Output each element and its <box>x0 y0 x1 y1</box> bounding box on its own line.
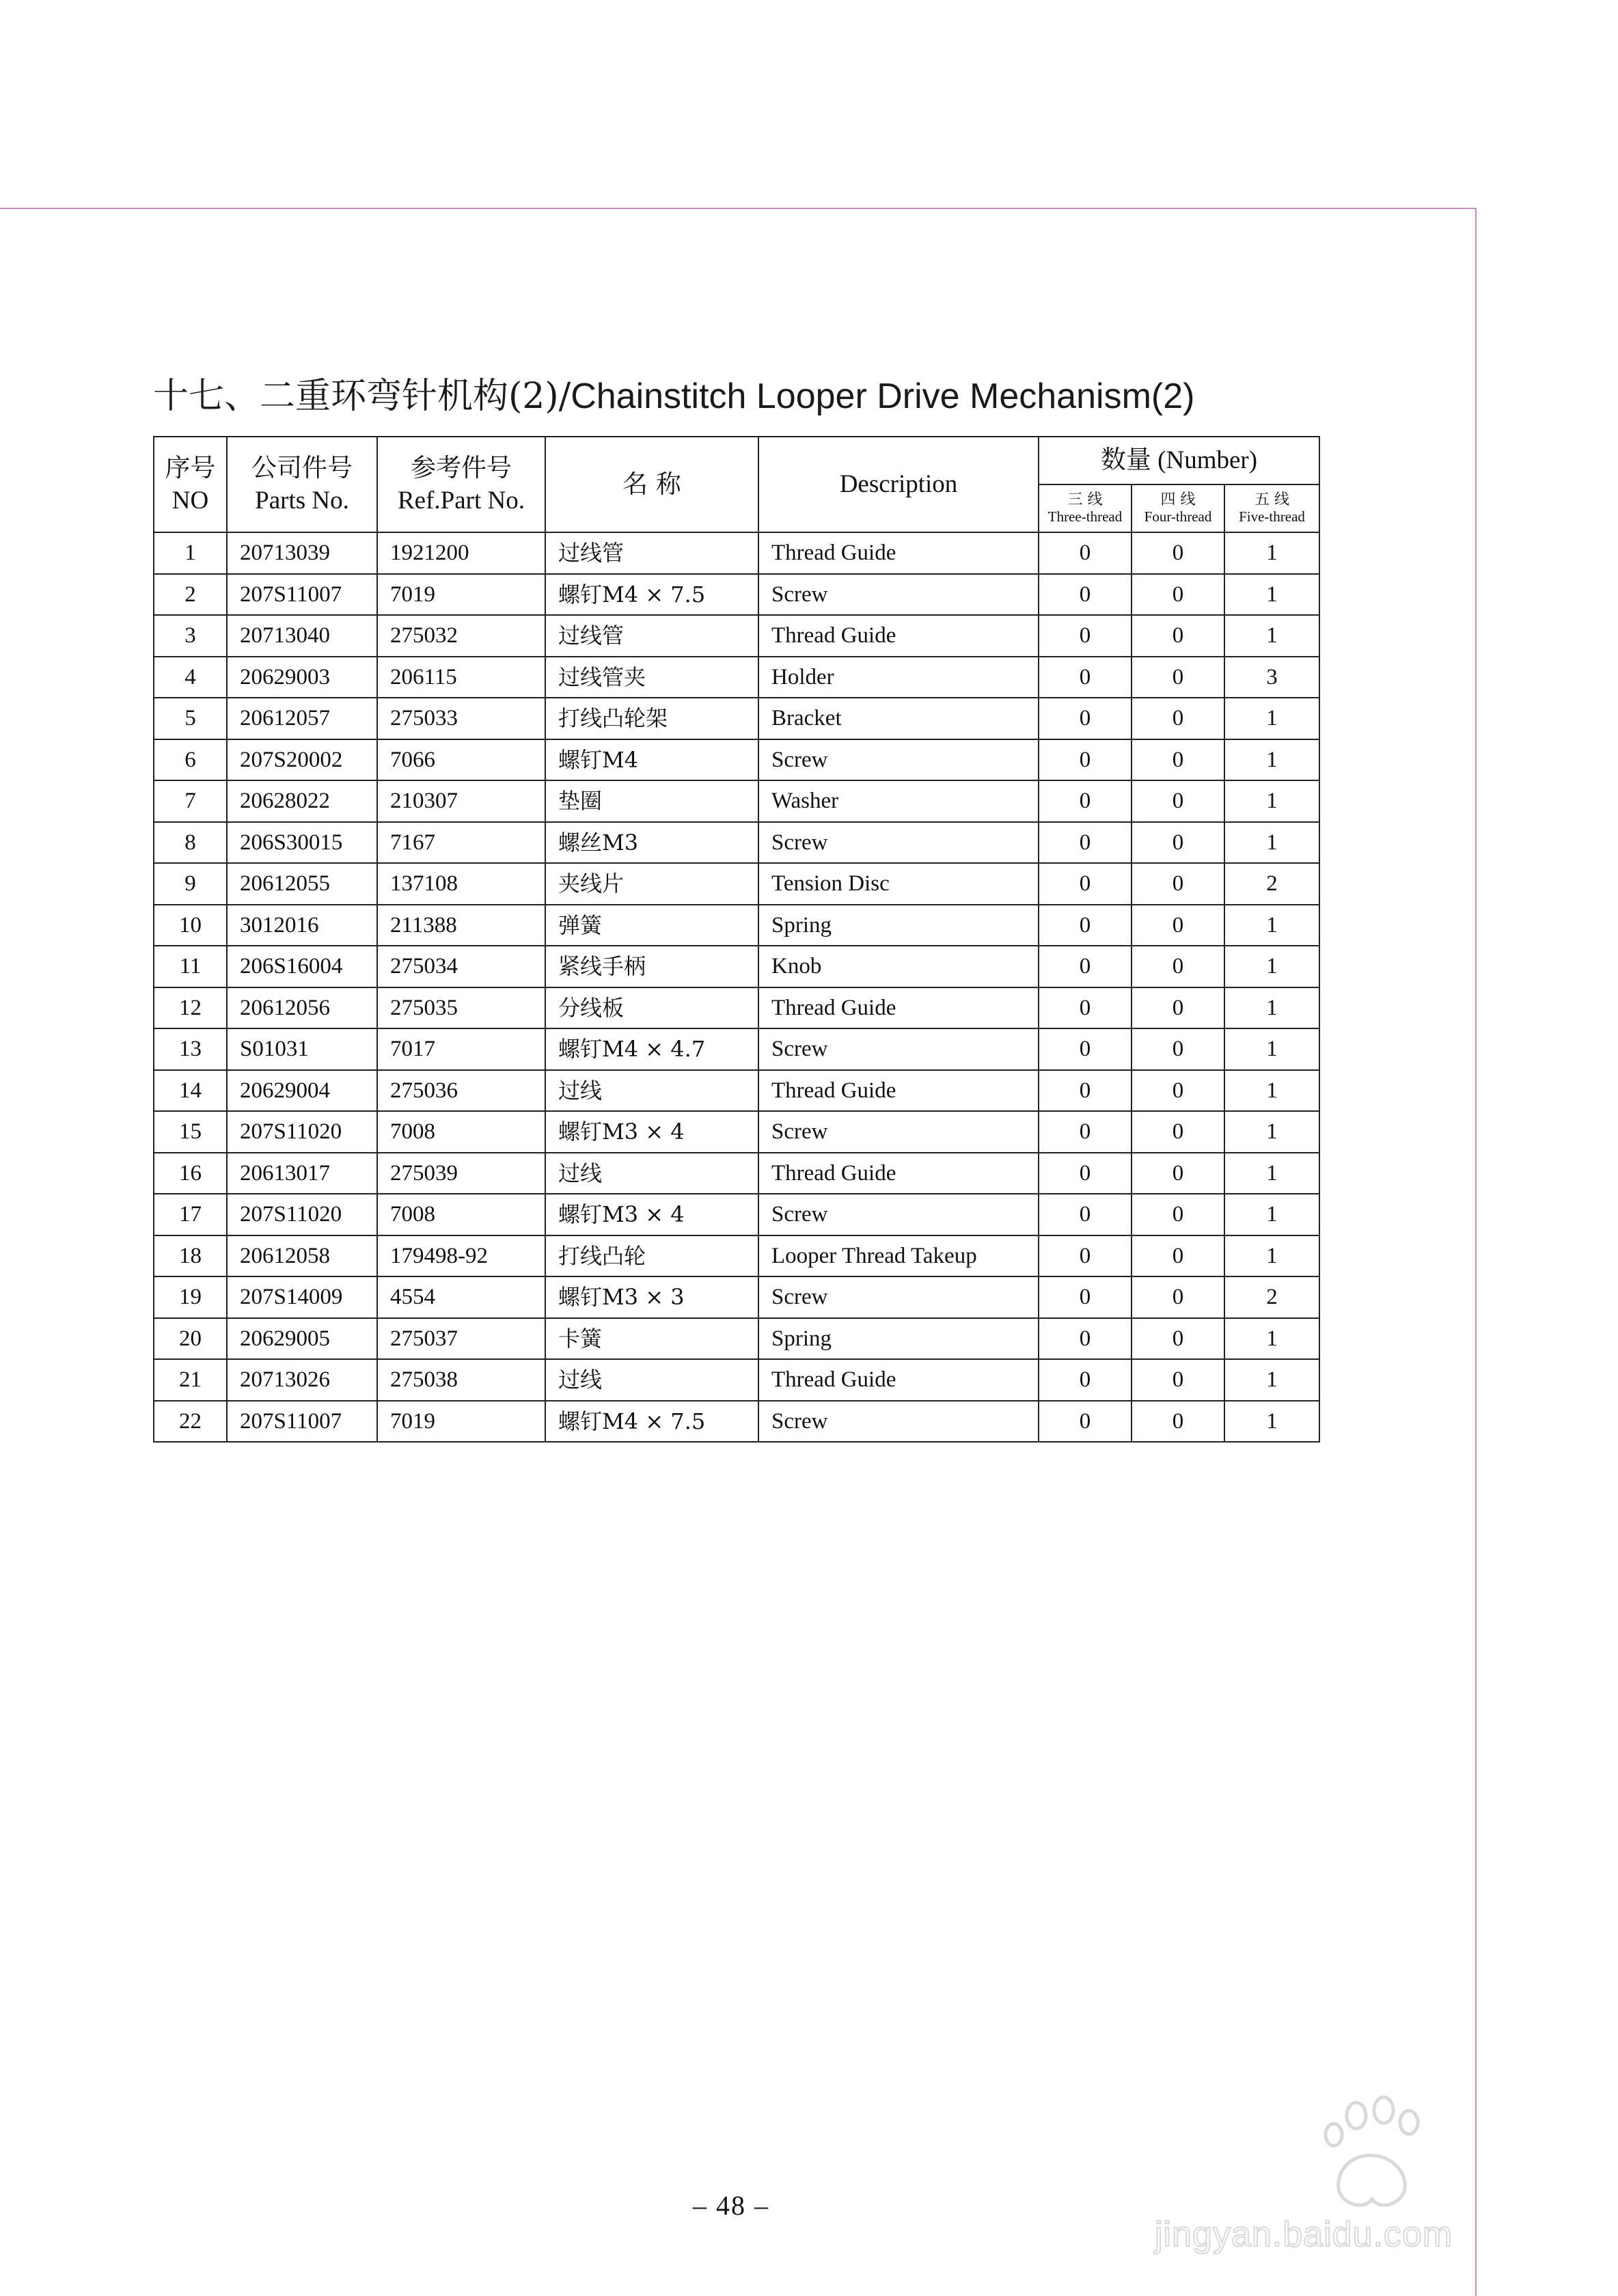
cell-no: 17 <box>154 1194 227 1235</box>
cell-ref-part-no: 7008 <box>377 1111 545 1153</box>
cell-five-thread: 1 <box>1224 780 1319 822</box>
cell-four-thread: 0 <box>1132 1401 1224 1443</box>
cell-no: 16 <box>154 1153 227 1194</box>
cell-four-thread: 0 <box>1132 987 1224 1029</box>
page-number: – 48 – <box>693 2190 769 2221</box>
table-row <box>154 1318 1319 1360</box>
cell-parts-no: 20629005 <box>227 1318 377 1360</box>
cell-name: 垫圈 <box>545 780 758 822</box>
cell-name: 螺钉M3 × 3 <box>545 1276 758 1318</box>
table-row <box>154 615 1319 657</box>
cell-three-thread: 0 <box>1039 1070 1132 1112</box>
cell-four-thread: 0 <box>1132 1194 1224 1235</box>
watermark-url: jingyan.baidu.com <box>1155 2215 1453 2254</box>
parts-table <box>153 436 1320 1443</box>
cell-ref-part-no: 275039 <box>377 1153 545 1194</box>
cell-four-thread: 0 <box>1132 657 1224 698</box>
cell-five-thread: 3 <box>1224 657 1319 698</box>
cell-three-thread: 0 <box>1039 822 1132 864</box>
cell-parts-no: 20713039 <box>227 532 377 574</box>
cell-no: 6 <box>154 739 227 781</box>
cell-description: Screw <box>758 1028 1039 1070</box>
cell-name: 螺钉M4 × 7.5 <box>545 574 758 616</box>
cell-no: 19 <box>154 1276 227 1318</box>
cell-five-thread: 1 <box>1224 532 1319 574</box>
cell-description: Thread Guide <box>758 532 1039 574</box>
cell-name: 打线凸轮 <box>545 1235 758 1277</box>
cell-ref-part-no: 137108 <box>377 863 545 905</box>
cell-ref-part-no: 275032 <box>377 615 545 657</box>
page-frame-right-line <box>1475 208 1477 2296</box>
table-row <box>154 574 1319 616</box>
cell-five-thread: 1 <box>1224 1111 1319 1153</box>
cell-name: 螺钉M4 × 4.7 <box>545 1028 758 1070</box>
header-three-cn: 三 线 <box>1067 491 1103 508</box>
cell-name: 螺钉M3 × 4 <box>545 1111 758 1153</box>
cell-four-thread: 0 <box>1132 905 1224 946</box>
header-five-en: Five-thread <box>1239 508 1305 525</box>
cell-name: 分线板 <box>545 987 758 1029</box>
cell-parts-no: 20612057 <box>227 698 377 739</box>
table-row <box>154 1194 1319 1235</box>
cell-three-thread: 0 <box>1039 615 1132 657</box>
title-chinese: 十七、二重环弯针机构(2)/ <box>153 376 571 417</box>
cell-parts-no: 20613017 <box>227 1153 377 1194</box>
table-row <box>154 987 1319 1029</box>
cell-three-thread: 0 <box>1039 1401 1132 1443</box>
cell-five-thread: 1 <box>1224 615 1319 657</box>
cell-description: Thread Guide <box>758 987 1039 1029</box>
cell-parts-no: 207S11020 <box>227 1111 377 1153</box>
cell-no: 2 <box>154 574 227 616</box>
cell-name: 打线凸轮架 <box>545 698 758 739</box>
cell-three-thread: 0 <box>1039 1111 1132 1153</box>
header-five-thread <box>1224 484 1319 532</box>
cell-description: Holder <box>758 657 1039 698</box>
cell-ref-part-no: 7019 <box>377 574 545 616</box>
table-row <box>154 780 1319 822</box>
cell-no: 1 <box>154 532 227 574</box>
cell-three-thread: 0 <box>1039 532 1132 574</box>
cell-three-thread: 0 <box>1039 739 1132 781</box>
header-name: 名 称 <box>545 437 758 532</box>
header-description: Description <box>758 437 1039 532</box>
cell-three-thread: 0 <box>1039 1153 1132 1194</box>
cell-no: 4 <box>154 657 227 698</box>
cell-ref-part-no: 1921200 <box>377 532 545 574</box>
page-title <box>153 374 1194 419</box>
cell-three-thread: 0 <box>1039 1359 1132 1401</box>
cell-five-thread: 1 <box>1224 1235 1319 1277</box>
cell-ref-part-no: 7008 <box>377 1194 545 1235</box>
header-quantity: 数量 (Number) <box>1039 437 1319 484</box>
cell-four-thread: 0 <box>1132 863 1224 905</box>
table-row <box>154 1028 1319 1070</box>
cell-parts-no: 207S11020 <box>227 1194 377 1235</box>
cell-five-thread: 2 <box>1224 863 1319 905</box>
cell-parts-no: 20629003 <box>227 657 377 698</box>
cell-name: 过线管 <box>545 615 758 657</box>
cell-no: 20 <box>154 1318 227 1360</box>
cell-description: Thread Guide <box>758 1070 1039 1112</box>
cell-ref-part-no: 275034 <box>377 946 545 987</box>
cell-four-thread: 0 <box>1132 1028 1224 1070</box>
cell-five-thread: 1 <box>1224 1070 1319 1112</box>
cell-three-thread: 0 <box>1039 698 1132 739</box>
header-parts-en: Parts No. <box>255 487 349 515</box>
cell-name: 过线管 <box>545 532 758 574</box>
cell-description: Tension Disc <box>758 863 1039 905</box>
table-row <box>154 946 1319 987</box>
cell-no: 18 <box>154 1235 227 1277</box>
cell-no: 13 <box>154 1028 227 1070</box>
cell-name: 螺丝M3 <box>545 822 758 864</box>
cell-five-thread: 1 <box>1224 1318 1319 1360</box>
table-row <box>154 1359 1319 1401</box>
table-row <box>154 1276 1319 1318</box>
table-row <box>154 698 1319 739</box>
table-row <box>154 905 1319 946</box>
cell-four-thread: 0 <box>1132 822 1224 864</box>
cell-parts-no: 20612058 <box>227 1235 377 1277</box>
cell-three-thread: 0 <box>1039 1235 1132 1277</box>
cell-name: 过线 <box>545 1153 758 1194</box>
cell-three-thread: 0 <box>1039 780 1132 822</box>
table-header <box>154 437 1319 532</box>
cell-four-thread: 0 <box>1132 574 1224 616</box>
cell-five-thread: 1 <box>1224 574 1319 616</box>
cell-three-thread: 0 <box>1039 574 1132 616</box>
cell-five-thread: 1 <box>1224 1028 1319 1070</box>
cell-no: 7 <box>154 780 227 822</box>
cell-parts-no: 207S20002 <box>227 739 377 781</box>
cell-parts-no: 20612056 <box>227 987 377 1029</box>
cell-four-thread: 0 <box>1132 532 1224 574</box>
cell-no: 9 <box>154 863 227 905</box>
cell-no: 22 <box>154 1401 227 1443</box>
cell-parts-no: 207S11007 <box>227 574 377 616</box>
cell-five-thread: 1 <box>1224 1194 1319 1235</box>
cell-five-thread: 1 <box>1224 1153 1319 1194</box>
title-english: Chainstitch Looper Drive Mechanism(2) <box>571 377 1195 416</box>
cell-four-thread: 0 <box>1132 1070 1224 1112</box>
cell-no: 14 <box>154 1070 227 1112</box>
table-row <box>154 739 1319 781</box>
cell-four-thread: 0 <box>1132 1235 1224 1277</box>
cell-parts-no: 207S14009 <box>227 1276 377 1318</box>
cell-ref-part-no: 275033 <box>377 698 545 739</box>
cell-five-thread: 1 <box>1224 1401 1319 1443</box>
cell-ref-part-no: 7019 <box>377 1401 545 1443</box>
table-row <box>154 1153 1319 1194</box>
cell-name: 紧线手柄 <box>545 946 758 987</box>
cell-ref-part-no: 7066 <box>377 739 545 781</box>
cell-ref-part-no: 275037 <box>377 1318 545 1360</box>
cell-description: Thread Guide <box>758 1153 1039 1194</box>
cell-no: 3 <box>154 615 227 657</box>
cell-five-thread: 1 <box>1224 1359 1319 1401</box>
header-parts-cn: 公司件号 <box>251 453 353 482</box>
cell-description: Spring <box>758 1318 1039 1360</box>
header-four-cn: 四 线 <box>1160 491 1196 508</box>
header-four-thread <box>1132 484 1224 532</box>
cell-five-thread: 1 <box>1224 822 1319 864</box>
cell-description: Screw <box>758 1276 1039 1318</box>
cell-three-thread: 0 <box>1039 987 1132 1029</box>
cell-parts-no: 20628022 <box>227 780 377 822</box>
header-three-en: Three-thread <box>1047 508 1123 525</box>
cell-three-thread: 0 <box>1039 657 1132 698</box>
cell-ref-part-no: 7167 <box>377 822 545 864</box>
cell-ref-part-no: 179498-92 <box>377 1235 545 1277</box>
cell-five-thread: 1 <box>1224 698 1319 739</box>
header-no-en: NO <box>172 487 209 515</box>
cell-description: Thread Guide <box>758 1359 1039 1401</box>
cell-parts-no: 206S30015 <box>227 822 377 864</box>
header-ref-cn: 参考件号 <box>411 453 512 482</box>
cell-no: 10 <box>154 905 227 946</box>
cell-description: Bracket <box>758 698 1039 739</box>
cell-three-thread: 0 <box>1039 905 1132 946</box>
cell-ref-part-no: 275036 <box>377 1070 545 1112</box>
cell-four-thread: 0 <box>1132 1276 1224 1318</box>
cell-description: Knob <box>758 946 1039 987</box>
cell-ref-part-no: 275035 <box>377 987 545 1029</box>
table-row <box>154 822 1319 864</box>
header-ref-en: Ref.Part No. <box>398 487 525 515</box>
cell-five-thread: 1 <box>1224 946 1319 987</box>
cell-three-thread: 0 <box>1039 1276 1132 1318</box>
cell-four-thread: 0 <box>1132 780 1224 822</box>
table-row <box>154 863 1319 905</box>
cell-name: 螺钉M3 × 4 <box>545 1194 758 1235</box>
cell-parts-no: 20713040 <box>227 615 377 657</box>
cell-ref-part-no: 7017 <box>377 1028 545 1070</box>
cell-name: 过线管夹 <box>545 657 758 698</box>
cell-description: Washer <box>758 780 1039 822</box>
cell-name: 卡簧 <box>545 1318 758 1360</box>
cell-no: 11 <box>154 946 227 987</box>
header-ref-part-no <box>377 437 545 532</box>
cell-description: Screw <box>758 574 1039 616</box>
cell-name: 过线 <box>545 1359 758 1401</box>
cell-ref-part-no: 206115 <box>377 657 545 698</box>
table-row <box>154 532 1319 574</box>
cell-no: 21 <box>154 1359 227 1401</box>
header-three-thread <box>1039 484 1132 532</box>
cell-ref-part-no: 4554 <box>377 1276 545 1318</box>
cell-name: 弹簧 <box>545 905 758 946</box>
cell-ref-part-no: 211388 <box>377 905 545 946</box>
cell-name: 螺钉M4 × 7.5 <box>545 1401 758 1443</box>
cell-parts-no: 206S16004 <box>227 946 377 987</box>
page-frame-top-line <box>0 208 1477 209</box>
cell-four-thread: 0 <box>1132 615 1224 657</box>
cell-parts-no: S01031 <box>227 1028 377 1070</box>
cell-four-thread: 0 <box>1132 946 1224 987</box>
cell-three-thread: 0 <box>1039 1194 1132 1235</box>
header-four-en: Four-thread <box>1144 508 1212 525</box>
cell-description: Screw <box>758 822 1039 864</box>
table-row <box>154 1070 1319 1112</box>
cell-four-thread: 0 <box>1132 739 1224 781</box>
cell-name: 夹线片 <box>545 863 758 905</box>
cell-parts-no: 20713026 <box>227 1359 377 1401</box>
cell-three-thread: 0 <box>1039 1028 1132 1070</box>
cell-three-thread: 0 <box>1039 946 1132 987</box>
cell-parts-no: 20612055 <box>227 863 377 905</box>
cell-description: Thread Guide <box>758 615 1039 657</box>
cell-description: Screw <box>758 1194 1039 1235</box>
cell-parts-no: 207S11007 <box>227 1401 377 1443</box>
cell-name: 螺钉M4 <box>545 739 758 781</box>
cell-no: 12 <box>154 987 227 1029</box>
cell-five-thread: 1 <box>1224 987 1319 1029</box>
cell-description: Screw <box>758 739 1039 781</box>
cell-five-thread: 1 <box>1224 905 1319 946</box>
header-no <box>154 437 227 532</box>
cell-four-thread: 0 <box>1132 1111 1224 1153</box>
header-parts-no <box>227 437 377 532</box>
header-no-cn: 序号 <box>165 453 216 482</box>
table-row <box>154 1235 1319 1277</box>
cell-description: Looper Thread Takeup <box>758 1235 1039 1277</box>
cell-description: Screw <box>758 1111 1039 1153</box>
cell-five-thread: 1 <box>1224 739 1319 781</box>
table-row <box>154 1401 1319 1443</box>
cell-four-thread: 0 <box>1132 698 1224 739</box>
cell-no: 15 <box>154 1111 227 1153</box>
cell-three-thread: 0 <box>1039 863 1132 905</box>
cell-four-thread: 0 <box>1132 1359 1224 1401</box>
cell-description: Screw <box>758 1401 1039 1443</box>
cell-no: 5 <box>154 698 227 739</box>
table-row <box>154 657 1319 698</box>
cell-description: Spring <box>758 905 1039 946</box>
cell-four-thread: 0 <box>1132 1153 1224 1194</box>
cell-five-thread: 2 <box>1224 1276 1319 1318</box>
cell-ref-part-no: 210307 <box>377 780 545 822</box>
cell-four-thread: 0 <box>1132 1318 1224 1360</box>
table-body <box>154 532 1319 1442</box>
cell-three-thread: 0 <box>1039 1318 1132 1360</box>
table-row <box>154 1111 1319 1153</box>
cell-ref-part-no: 275038 <box>377 1359 545 1401</box>
cell-name: 过线 <box>545 1070 758 1112</box>
cell-parts-no: 20629004 <box>227 1070 377 1112</box>
cell-parts-no: 3012016 <box>227 905 377 946</box>
cell-no: 8 <box>154 822 227 864</box>
header-five-cn: 五 线 <box>1254 491 1289 508</box>
